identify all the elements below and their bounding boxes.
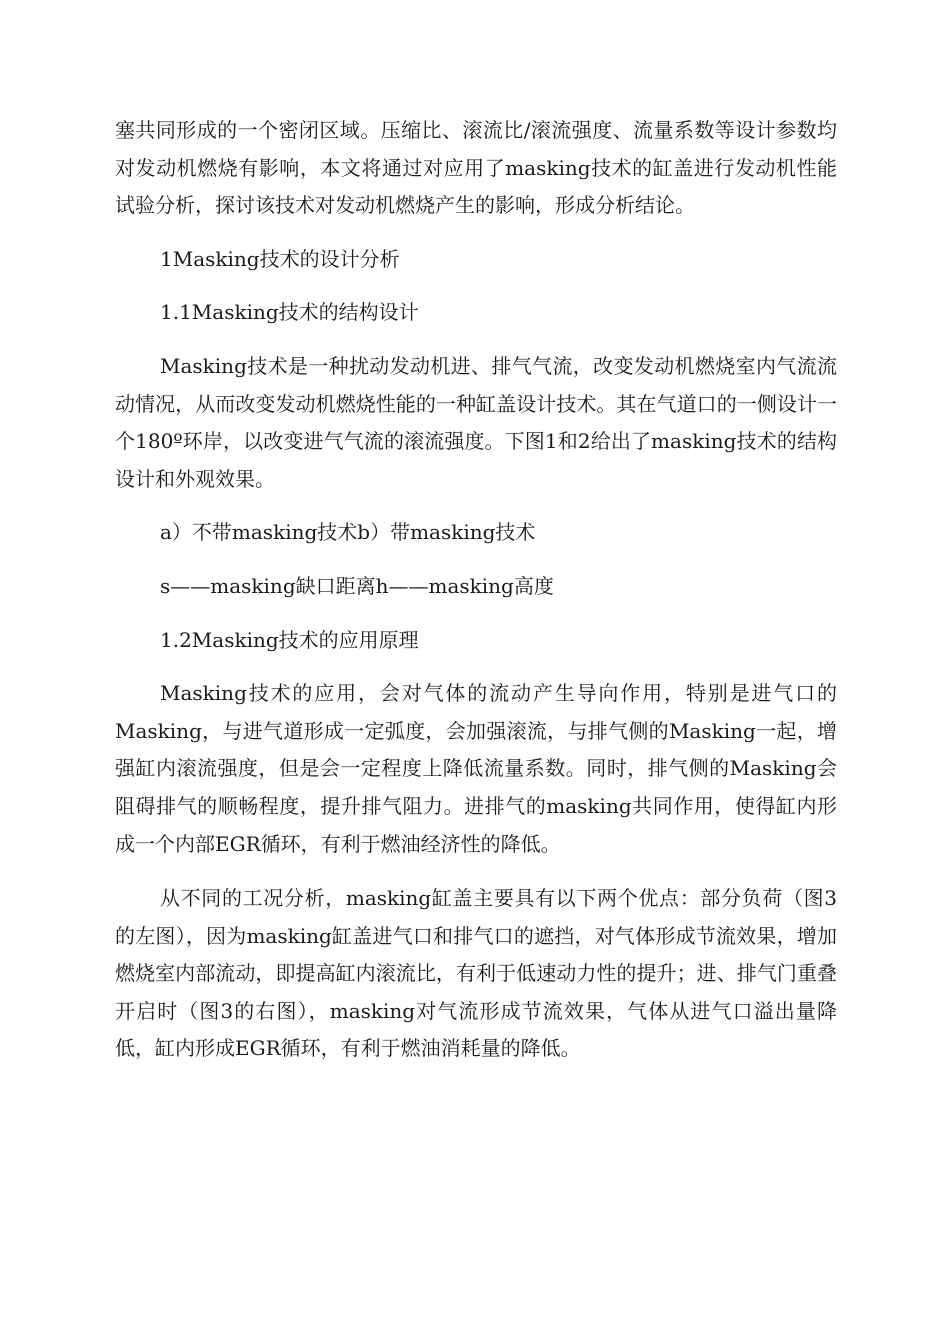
section-heading-1: 1Masking技术的设计分析: [160, 246, 400, 271]
advantages-paragraph: 从不同的工况分析，masking缸盖主要具有以下两个优点：部分负荷（图3的左图），因为masking缸盖进气口和排气口的遮挡，对气体形成节流效果，增加燃烧室内部流动，即提高缸内滚流比，有利于低速动力性的提升；进、排气门重叠开启时（图3的右图），masking对气流形成节流效果，气体从进气口溢出量降低，缸内形成EGR循环，有利于燃油消耗量的降低。: [115, 886, 837, 1061]
principle-paragraph: Masking技术的应用，会对气体的流动产生导向作用，特别是进气口的Masking，与进气道形成一定弧度，会加强滚流，与排气侧的Masking一起，增强缸内滚流强度，但是会一定程度上降低流量系数。同时，排气侧的Masking会阻碍排气的顺畅程度，提升排气阻力。进排气的masking共同作用，使得缸内形成一个内部EGR循环，有利于燃油经济性的降低。: [115, 681, 837, 856]
figure-caption-ab: a）不带masking技术b）带masking技术: [160, 520, 536, 545]
subsection-heading-1-1: 1.1Masking技术的结构设计: [160, 300, 419, 325]
structure-design-paragraph: Masking技术是一种扰动发动机进、排气气流，改变发动机燃烧室内气流流动情况，从而改变发动机燃烧性能的一种缸盖设计技术。其在气道口的一侧设计一个180º环岸，以改变进气气流的滚流强度。下图1和2给出了masking技术的结构设计和外观效果。: [115, 353, 837, 491]
intro-paragraph: 塞共同形成的一个密闭区域。压缩比、滚流比/滚流强度、流量系数等设计参数均对发动机燃烧有影响，本文将通过对应用了masking技术的缸盖进行发动机性能试验分析，探讨该技术对发动机燃烧产生的影响，形成分析结论。: [115, 118, 837, 218]
document-page: [115, 112, 837, 1068]
figure-legend-sh: s——masking缺口距离h——masking高度: [160, 573, 554, 598]
subsection-heading-1-2: 1.2Masking技术的应用原理: [160, 627, 419, 652]
